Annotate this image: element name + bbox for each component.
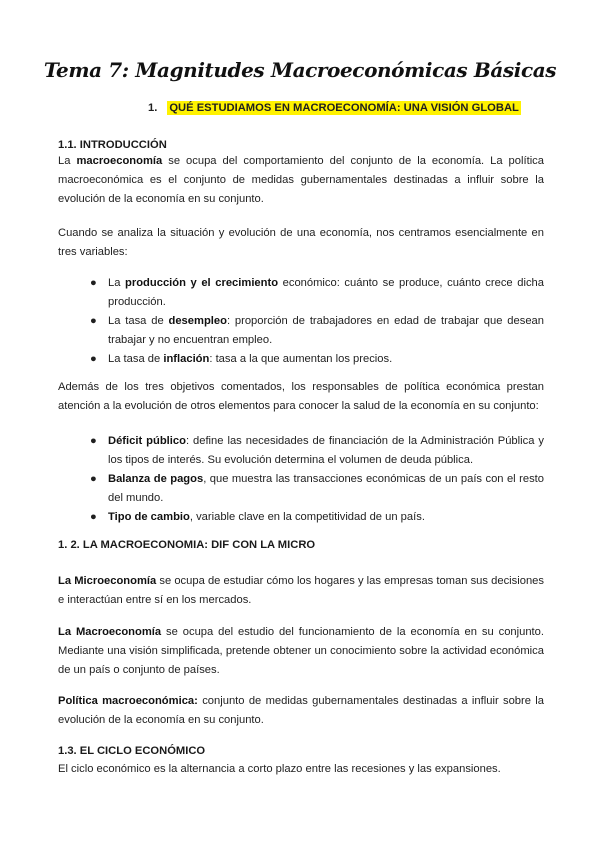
bullet-icon: ● xyxy=(90,473,97,485)
list-item: ● La tasa de inflación: tasa a la que aumentan los precios. xyxy=(90,350,544,369)
bullet-icon: ● xyxy=(90,511,97,523)
list-item: ● La tasa de desempleo: proporción de trabajadores en edad de trabajar que desean trabajar y no encuentran empleo. xyxy=(90,312,544,350)
term-macroeconomia: macroeconomía xyxy=(76,155,163,167)
list-item: ● Tipo de cambio, variable clave en la competitividad de un país. xyxy=(90,508,544,527)
highlighted-heading: QUÉ ESTUDIAMOS EN MACROECONOMÍA: UNA VISIÓN GLOBAL xyxy=(169,102,519,114)
list-item: ● Balanza de pagos, que muestra las transacciones económicas de un país con el resto del mundo. xyxy=(90,470,544,508)
intro-paragraph: La macroeconomía se ocupa del comportamiento del conjunto de la economía. La política macroeconómica es el conjunto de medidas gubernamentales destinadas a influir sobre la evolución de la economía en su conjunto. xyxy=(58,155,544,205)
micro-paragraph: La Microeconomía se ocupa de estudiar cómo los hogares y las empresas toman sus decisiones e interactúan entre sí en los mercados. xyxy=(58,575,544,606)
section-number: 1. xyxy=(148,102,158,114)
ciclo-heading: 1.3. EL CICLO ECONÓMICO xyxy=(58,745,206,757)
other-elements-list xyxy=(90,432,544,527)
intro-heading: 1.1. INTRODUCCIÓN xyxy=(58,139,167,151)
bullet-icon: ● xyxy=(90,315,97,327)
document-title: Tema 7: Magnitudes Macroeconómicas Básicas xyxy=(43,58,557,82)
policy-paragraph: Política macroeconómica: conjunto de medidas gubernamentales destinadas a influir sobre la evolución de la economía en su conjunto. xyxy=(58,695,545,726)
ciclo-paragraph: El ciclo económico es la alternancia a corto plazo entre las recesiones y las expansiones. xyxy=(58,763,501,775)
list-item: ● Déficit público: define las necesidades de financiación de la Administración Pública y los tipos de interés. Su evolución determina el volumen de deuda pública. xyxy=(90,432,544,470)
list-item: ● La producción y el crecimiento económico: cuánto se produce, cuánto crece dicha producción. xyxy=(90,274,544,312)
variables-list xyxy=(90,274,544,369)
section-heading xyxy=(148,102,521,114)
macro-paragraph: La Macroeconomía se ocupa del estudio del funcionamiento de la economía en su conjunto. Mediante una visión simplificada, pretende obtener un conocimiento sobre la actividad económica de un país o conjunto de países. xyxy=(58,626,544,676)
bullet-icon: ● xyxy=(90,277,97,289)
bullet-icon: ● xyxy=(90,353,97,365)
other-elements-paragraph: Además de los tres objetivos comentados, los responsables de política económica prestan atención a la evolución de otros elementos para conocer la salud de la economía en su conjunto: xyxy=(58,381,544,412)
variables-paragraph: Cuando se analiza la situación y evolución de una economía, nos centramos esencialmente en tres variables: xyxy=(58,227,544,258)
macro-micro-heading: 1. 2. LA MACROECONOMIA: DIF CON LA MICRO xyxy=(58,539,316,551)
bullet-icon: ● xyxy=(90,435,97,447)
